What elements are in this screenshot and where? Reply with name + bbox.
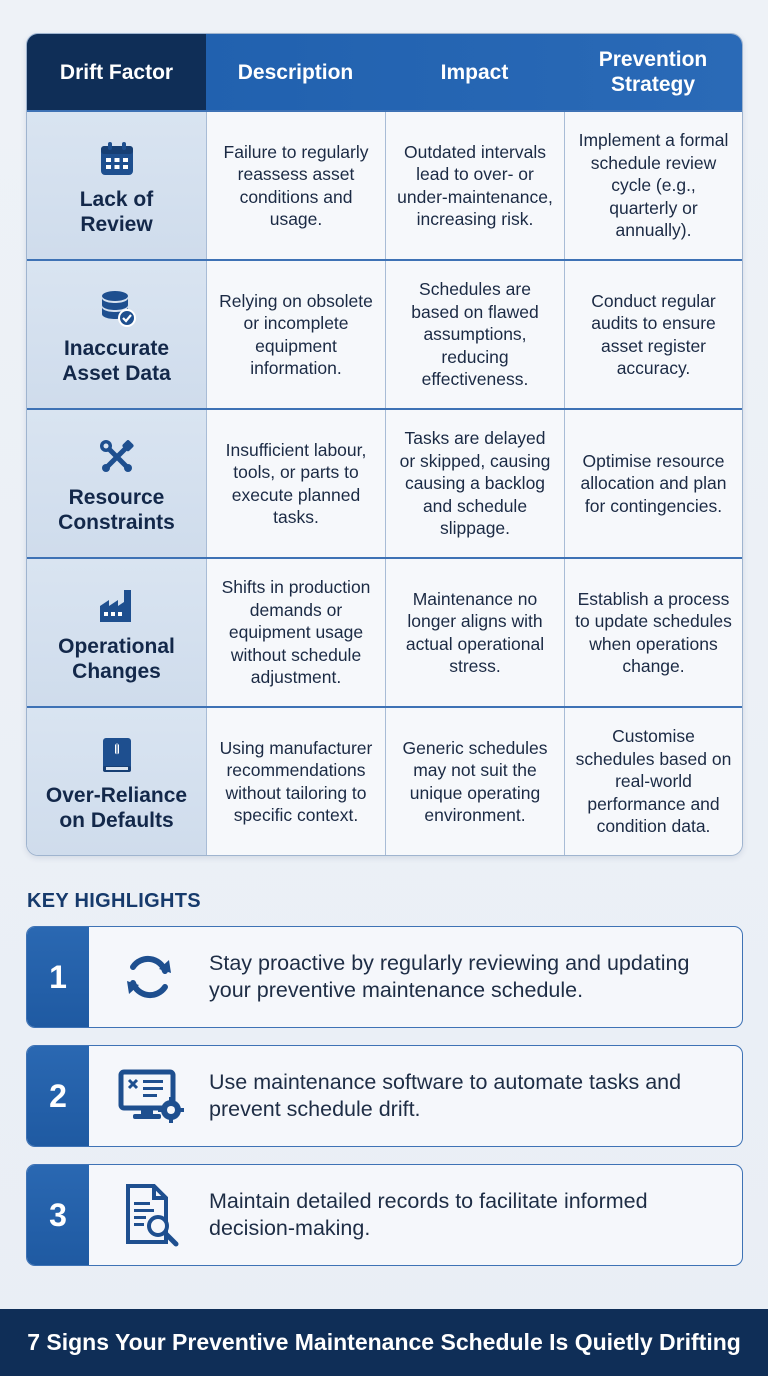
document-search-icon: [114, 1182, 184, 1248]
footer-title: 7 Signs Your Preventive Maintenance Schedule Is Quietly Drifting: [27, 1329, 741, 1355]
highlight-number: 2: [27, 1046, 89, 1146]
refresh-icon: [119, 947, 179, 1007]
factor-label: Over-Reliance on Defaults: [45, 783, 188, 832]
description-cell: Using manufacturer recommendations without tailoring to specific context.: [206, 708, 385, 855]
impact-cell: Tasks are delayed or skipped, causing causing a backlog and schedule slippage.: [385, 410, 564, 557]
header-drift-factor: Drift Factor: [27, 34, 206, 110]
header-description: Description: [237, 60, 354, 84]
table-header: [27, 34, 742, 110]
factor-cell: [27, 410, 206, 557]
impact-cell: Outdated intervals lead to over- or under-maintenance, increasing risk.: [385, 112, 564, 259]
factor-cell: [27, 112, 206, 259]
highlight-card: [26, 1164, 743, 1266]
factor-cell: [27, 261, 206, 408]
database-check-icon: [97, 288, 137, 328]
factor-label: Lack of Review: [79, 187, 154, 236]
header-prevention-strategy: Prevention Strategy: [598, 48, 708, 96]
description-cell: Failure to regularly reassess asset conditions and usage.: [206, 112, 385, 259]
highlight-text: Stay proactive by regularly reviewing and updating your preventive maintenance schedule.: [209, 951, 690, 1002]
table-row: [27, 408, 742, 557]
impact-cell: Maintenance no longer aligns with actual operational stress.: [385, 559, 564, 706]
header-impact: Impact: [440, 60, 509, 84]
highlight-text: Use maintenance software to automate tasks and prevent schedule drift.: [209, 1070, 682, 1121]
impact-cell: Schedules are based on flawed assumptions, reducing effectiveness.: [385, 261, 564, 408]
factor-label: Inaccurate Asset Data: [62, 336, 171, 385]
footer-title-banner: [0, 1309, 768, 1376]
table-row: [27, 706, 742, 855]
prevention-cell: Establish a process to update schedules when operations change.: [564, 559, 742, 706]
highlight-number: 3: [27, 1165, 89, 1265]
table-row: [27, 110, 742, 259]
key-highlights-title: KEY HIGHLIGHTS: [27, 890, 201, 912]
table-row: [27, 557, 742, 706]
calendar-icon: [97, 139, 137, 179]
table-row: [27, 259, 742, 408]
tools-icon: [97, 437, 137, 477]
impact-cell: Generic schedules may not suit the unique operating environment.: [385, 708, 564, 855]
drift-factors-table: [26, 33, 743, 856]
factory-icon: [97, 586, 137, 626]
factor-label: Operational Changes: [58, 634, 175, 683]
prevention-cell: Optimise resource allocation and plan for contingencies.: [564, 410, 742, 557]
computer-settings-icon: [113, 1066, 185, 1126]
highlight-card: [26, 1045, 743, 1147]
prevention-cell: Conduct regular audits to ensure asset register accuracy.: [564, 261, 742, 408]
description-cell: Insufficient labour, tools, or parts to execute planned tasks.: [206, 410, 385, 557]
highlight-text: Maintain detailed records to facilitate informed decision-making.: [209, 1189, 648, 1240]
prevention-cell: Implement a formal schedule review cycle (e.g., quarterly or annually).: [564, 112, 742, 259]
factor-label: Resource Constraints: [58, 485, 175, 534]
highlight-number: 1: [27, 927, 89, 1027]
manual-book-icon: [97, 735, 137, 775]
factor-cell: [27, 559, 206, 706]
description-cell: Shifts in production demands or equipment usage without schedule adjustment.: [206, 559, 385, 706]
prevention-cell: Customise schedules based on real-world performance and condition data.: [564, 708, 742, 855]
highlight-card: [26, 926, 743, 1028]
description-cell: Relying on obsolete or incomplete equipment information.: [206, 261, 385, 408]
factor-cell: [27, 708, 206, 855]
